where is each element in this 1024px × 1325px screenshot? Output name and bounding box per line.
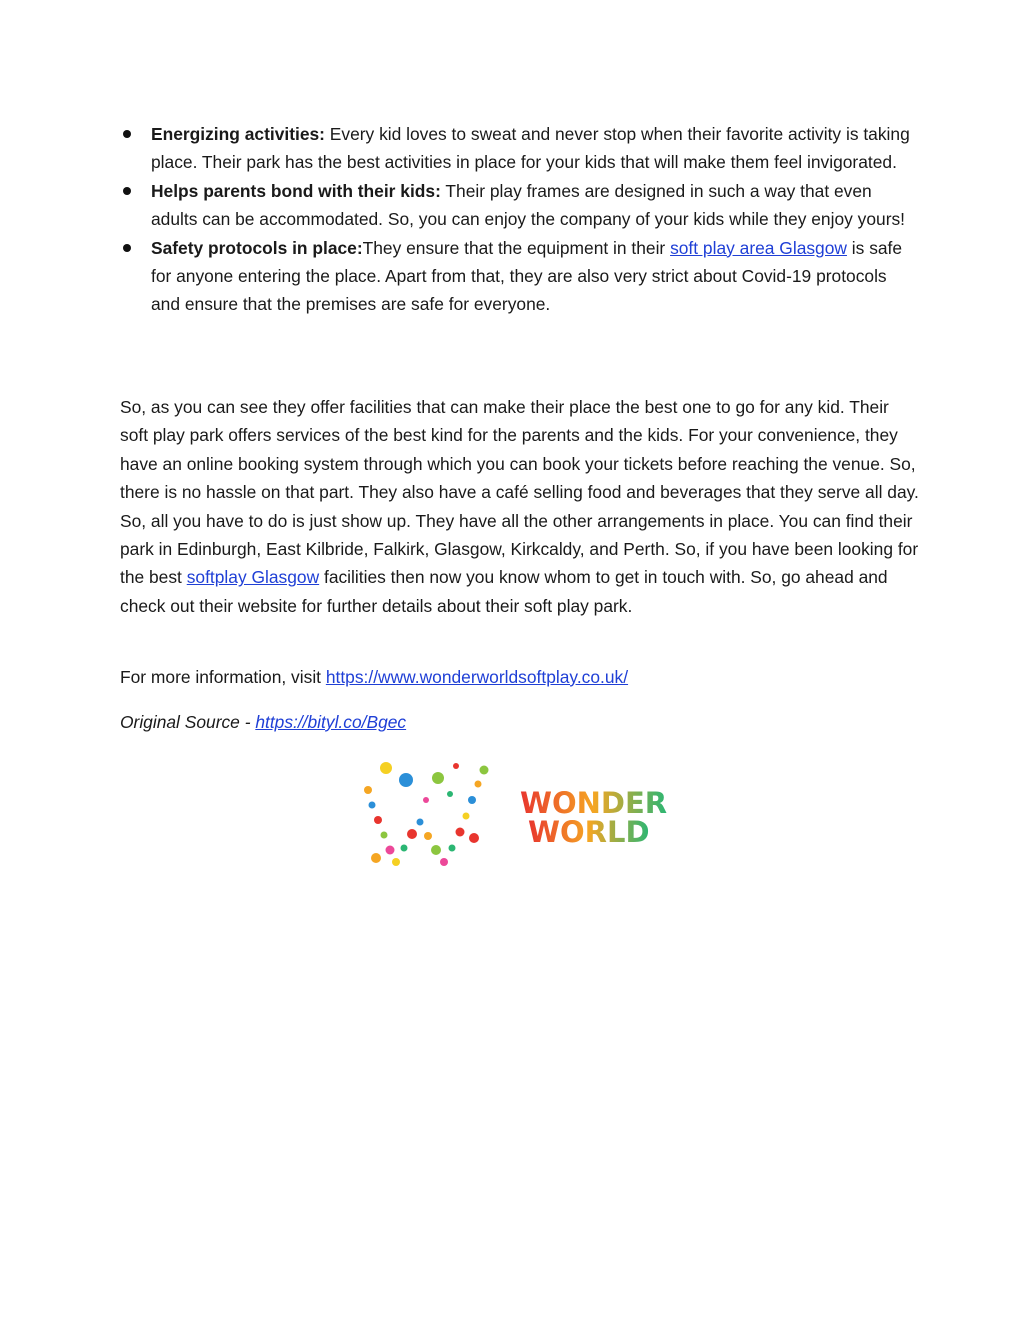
- dotted-w-logo-icon: [364, 762, 489, 866]
- bullet-text: They ensure that the equipment in their: [362, 237, 671, 258]
- paragraph-text: So, as you can see they offer facilities that can make their place the best one to go for any kid. Their soft play park offers services of the best kind for the parents and the kids. For your convenience, they have an online booking system through which you can book your tickets before reaching the venue. So, there is no hassle on that part. They also have a café selling food and beverages that they serve all day. So, all you have to do is just show up. They have all the other arrangements in place. You can find their park in Edinburgh, East Kilbride, Falkirk, Glasgow, Kirkcaldy, and Perth. So, if you have been looking for the best: [120, 397, 919, 588]
- source-text: Original Source -: [120, 712, 256, 732]
- bullet-icon: [123, 244, 131, 252]
- feature-list: [120, 120, 920, 319]
- list-item: [120, 120, 920, 177]
- bullet-text: Every kid loves to sweat and never stop when their favorite activity is taking place. Their park has the best activities in place for your kids that will make them feel invigorated.: [151, 124, 910, 173]
- more-info-line: [120, 663, 920, 691]
- more-info-text: For more information, visit: [120, 667, 326, 687]
- bullet-icon: [123, 187, 131, 195]
- bullet-text: Their play frames are designed in such a way that even adults can be accommodated. So, you can enjoy the company of your kids while they enjoy yours!: [151, 180, 906, 230]
- source-line: [120, 708, 920, 736]
- logo-line-1: WONDER: [520, 786, 668, 820]
- paragraph-text: facilities then now you know whom to get in touch with. So, go ahead and check out their website for further details about their soft play park.: [120, 567, 888, 616]
- body-paragraph: [120, 393, 920, 620]
- wonder-world-logo: [356, 750, 676, 880]
- list-item: [120, 177, 920, 234]
- logo-line-2: WORLD: [528, 815, 650, 849]
- soft-play-area-link[interactable]: soft play area Glasgow: [670, 237, 847, 258]
- bullet-icon: [123, 130, 131, 138]
- bullet-label: Energizing activities:: [151, 124, 325, 144]
- bullet-label: Safety protocols in place:: [151, 237, 363, 258]
- bullet-text: is safe for anyone entering the place. Apart from that, they are also very strict about Covid-19 protocols and ensure that the premises are safe for everyone.: [151, 237, 903, 315]
- list-item: [120, 234, 920, 319]
- softplay-glasgow-link[interactable]: softplay Glasgow: [186, 567, 320, 588]
- website-link[interactable]: https://www.wonderworldsoftplay.co.uk/: [325, 667, 629, 687]
- bullet-label: Helps parents bond with their kids:: [151, 180, 441, 201]
- source-link[interactable]: https://bityl.co/Bgec: [255, 712, 407, 732]
